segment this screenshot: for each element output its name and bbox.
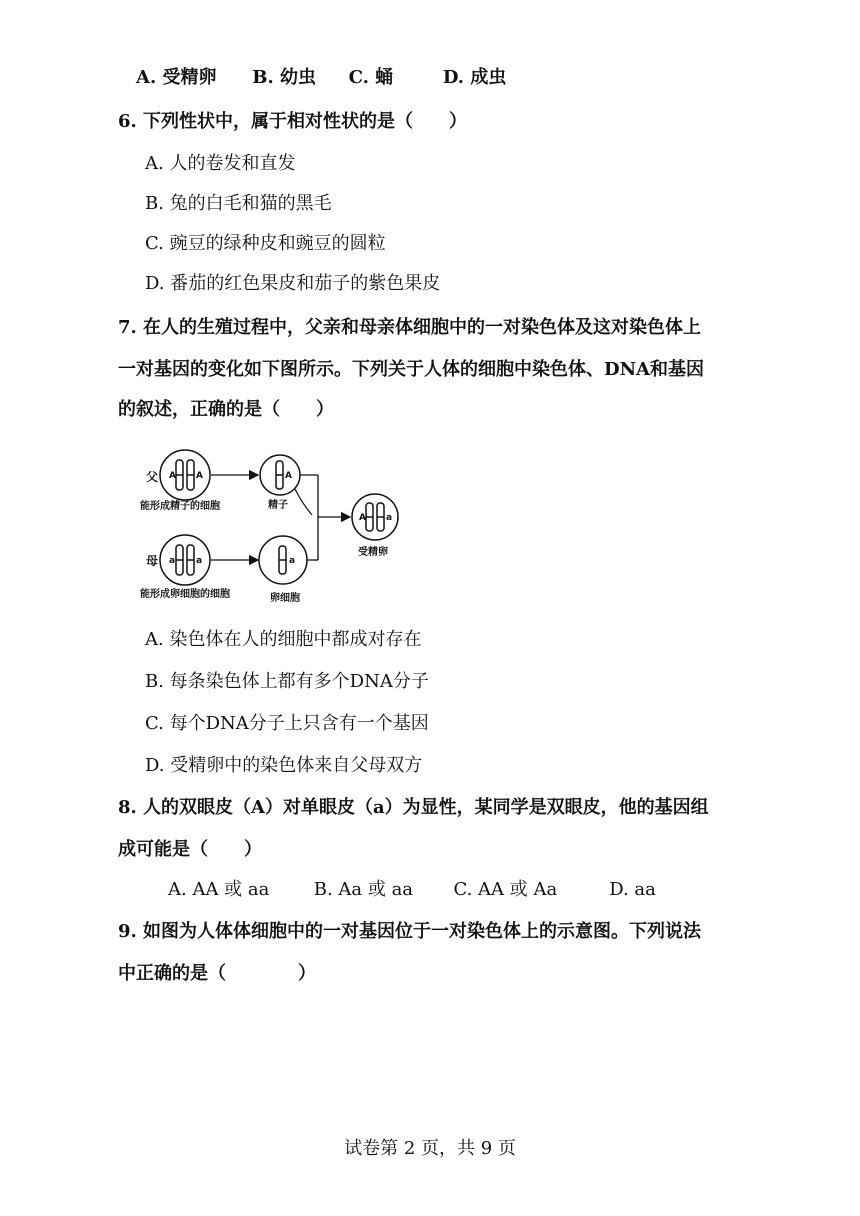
mother-label: 母	[146, 554, 159, 568]
mother-cell-label: 能形成卵细胞的细胞	[140, 589, 230, 600]
page-footer: 试卷第 2 页，共 9 页	[344, 1138, 516, 1159]
q7-option-b: B. 每条染色体上都有多个DNA分子	[145, 671, 429, 692]
q8-option-b: B. Aa 或 aa	[313, 879, 414, 900]
q8-option-d: D. aa	[609, 879, 656, 900]
q5-option-d: D. 成虫	[442, 67, 507, 88]
mother-gene-right: a	[196, 556, 203, 566]
father-cell	[160, 450, 210, 500]
q7-stem-line2: 一对基因的变化如下图所示。下列关于人体的细胞中染色体、DNA和基因	[118, 359, 705, 380]
sperm-gene: A	[285, 471, 292, 481]
q6-option-d: D. 番茄的红色果皮和茄子的紫色果皮	[145, 273, 441, 294]
father-label: 父	[146, 470, 159, 484]
q7-option-a: A. 染色体在人的细胞中都成对存在	[145, 629, 422, 650]
q7-stem-line3: 的叙述，正确的是（ ）	[118, 399, 334, 420]
egg-cell	[259, 536, 307, 584]
q8-stem-line2: 成可能是（ ）	[118, 839, 262, 860]
q6-option-c: C. 豌豆的绿种皮和豌豆的圆粒	[145, 233, 386, 254]
q6-option-b: B. 兔的白毛和猫的黑毛	[145, 193, 332, 214]
zygote-gene-right: a	[386, 513, 393, 523]
q6-option-a: A. 人的卷发和直发	[145, 153, 296, 174]
q6-stem: 6. 下列性状中，属于相对性状的是（ ）	[118, 111, 468, 132]
q9-stem-line2: 中正确的是（ ）	[118, 963, 316, 984]
q5-option-c: C. 蛹	[348, 67, 394, 88]
q8-stem-line1: 8. 人的双眼皮（A）对单眼皮（a）为显性，某同学是双眼皮，他的基因组	[118, 797, 709, 818]
father-gene-left: A	[169, 471, 176, 481]
q7-option-d: D. 受精卵中的染色体来自父母双方	[145, 755, 423, 776]
q8-option-c: C. AA 或 Aa	[453, 879, 558, 900]
zygote-cell	[352, 494, 398, 540]
chromosome-inheritance-diagram	[140, 445, 420, 610]
egg-gene: a	[289, 556, 296, 566]
q5-option-a: A. 受精卵	[136, 67, 217, 88]
sperm-label: 精子	[268, 500, 288, 511]
mother-cell	[160, 535, 210, 585]
q9-stem-line1: 9. 如图为人体体细胞中的一对基因位于一对染色体上的示意图。下列说法	[118, 921, 702, 942]
q8-options	[168, 878, 656, 902]
father-cell-label: 能形成精子的细胞	[140, 501, 220, 512]
q8-option-a: A. AA 或 aa	[168, 879, 270, 900]
zygote-gene-left: A	[359, 513, 366, 523]
father-gene-right: A	[196, 471, 203, 481]
q5-options	[136, 66, 506, 90]
mother-gene-left: a	[169, 556, 176, 566]
q5-option-b: B. 幼虫	[252, 67, 317, 88]
q7-option-c: C. 每个DNA分子上只含有一个基因	[145, 713, 429, 734]
q7-stem-line1: 7. 在人的生殖过程中，父亲和母亲体细胞中的一对染色体及这对染色体上	[118, 317, 702, 338]
zygote-label: 受精卵	[358, 547, 388, 558]
egg-label: 卵细胞	[270, 593, 300, 604]
